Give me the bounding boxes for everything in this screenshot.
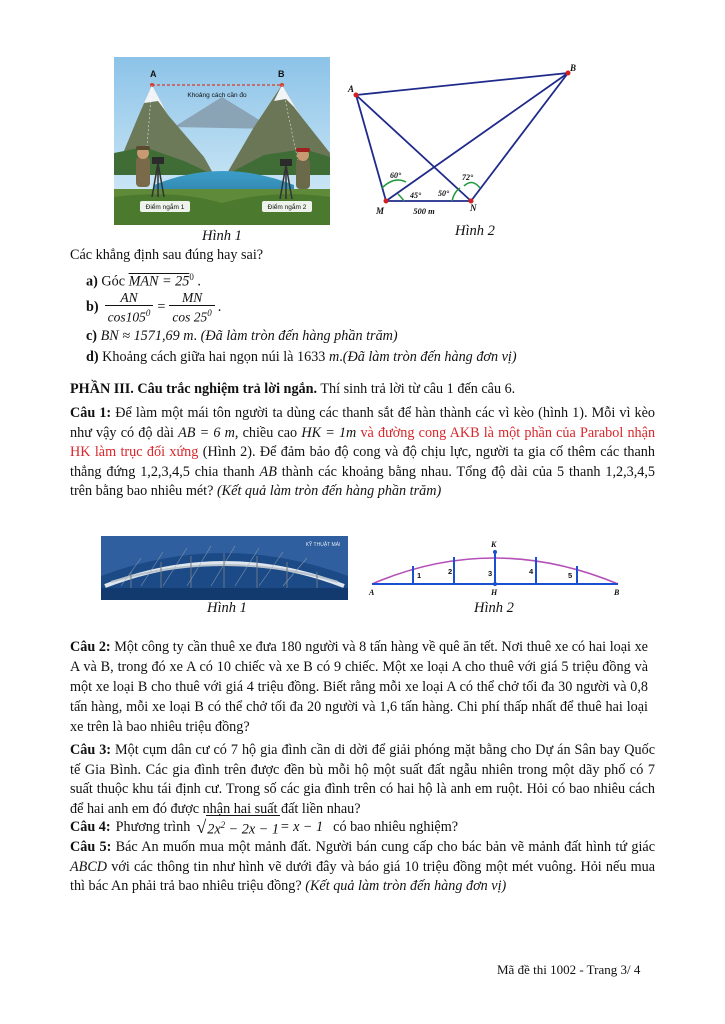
truss-b-label: B — [614, 588, 620, 597]
part3-heading-line — [70, 380, 655, 400]
statement-b: b) $\frac{AN}{\cos 105^0}$ = $\frac{MN}{\cos 25^0}$ . — [86, 290, 222, 325]
part3-instruction: Thí sinh trả lời từ câu 1 đến câu 6. — [320, 381, 516, 397]
statement-c-note: (Đã làm tròn đến hàng phần trăm) — [200, 328, 398, 344]
roof-figure2-caption: Hình 2 — [474, 600, 514, 616]
statement-d-label: d) — [86, 349, 99, 365]
figure1-illustration — [114, 57, 330, 225]
radicand-term: 2x — [207, 821, 221, 838]
question-1-text-5: thành các khoảng bằng nhau. Tổng độ dài của 5 thanh — [281, 463, 601, 480]
statement-a-label: a) — [86, 273, 98, 290]
statement-d-text: Khoảng cách giữa hai ngọn núi là — [102, 349, 294, 365]
question-2 — [70, 637, 648, 737]
fraction-left-numerator: AN — [105, 290, 154, 306]
question-4-text-1: Phương trình — [115, 818, 191, 835]
statement-d-unit: m — [328, 349, 340, 365]
roof-photo-sign: KỸ THUẬT MÁI — [305, 542, 341, 548]
question-5-text-2: với các thông tin như hình vẽ dưới đây và báo giá 10 triệu đồng một mét vuông. Hỏi nếu mua thì bác An phải trả bao nhiêu triệu đồng? — [70, 858, 656, 894]
bar-3-label: 3 — [488, 569, 493, 578]
question-1 — [70, 404, 655, 502]
page-footer: Mã đề thi 1002 - Trang 3/ 4 — [497, 962, 641, 977]
statement-a-sup: 0 — [189, 272, 194, 282]
bar-4-label: 4 — [529, 567, 534, 576]
point-b-label: B — [570, 63, 577, 73]
point-n-label: N — [470, 203, 477, 213]
parabola-truss-diagram — [368, 538, 628, 600]
question-1-ab: AB — [259, 463, 277, 480]
truss-a-label: A — [369, 588, 375, 597]
truss-k-label: K — [491, 540, 497, 549]
question-1-note: (Kết quả làm tròn đến hàng phần trăm) — [216, 483, 442, 499]
question-4-rhs: = x − 1 — [279, 818, 324, 835]
peak-a-label: A — [150, 69, 157, 79]
question-5-note: (Kết quả làm tròn đến hàng đơn vị) — [305, 878, 507, 894]
angle-50-label: 50° — [438, 189, 450, 198]
question-3 — [70, 741, 655, 819]
statement-c: c) BN ≈ 1571,69 m. (Đã làm tròn đến hàng phần trăm) — [86, 328, 398, 344]
truss-h-label: H — [491, 588, 498, 597]
question-1-bars: 1,2,3,4,5 — [140, 463, 190, 480]
peak-b-label: B — [278, 69, 285, 79]
question-5-text-1: Bác An muốn mua một mảnh đất. Người bán cung cấp cho bác bản vẽ mảnh đất hình tứ giác — [115, 839, 655, 855]
part3-heading: PHẦN III. Câu trắc nghiệm trả lời ngắn. — [70, 381, 318, 397]
statement-a-math: MAN = 25 — [128, 273, 190, 290]
question-5-label: Câu 5: — [70, 839, 112, 855]
question-1-text-6: trên bằng bao nhiêu mét? — [70, 483, 214, 499]
question-1-text-4: chia thanh — [194, 463, 255, 480]
bar-2-label: 2 — [448, 567, 453, 576]
question-4-label: Câu 4: — [70, 818, 111, 835]
angle-45-label: 45° — [410, 191, 422, 200]
point-m-label: M — [376, 206, 385, 216]
radicand-exponent: 2 — [220, 820, 226, 830]
station-1-label: Điểm ngắm 1 — [145, 204, 185, 211]
question-1-length: AB = 6 m — [178, 424, 235, 441]
distance-banner-label: Khoảng cách cần đo — [187, 92, 247, 99]
question-4 — [70, 815, 458, 840]
sqrt-sign: √ — [196, 816, 207, 837]
statement-b-fraction-left: $\frac{AN}{\cos 105^0}$ — [105, 290, 154, 325]
fraction-left-denominator: cos105 — [107, 309, 146, 325]
question-3-text: Một cụm dân cư có 7 hộ gia đình cần di dời để giải phóng mặt bằng cho Dự án Sân bay Quốc tế Gia Bình. Các gia đình trên được đền bù mỗi hộ một suất đất ngẫu nhiên trong một dãy phố có 7 suất thuộc khu tái định cư. Trong số các gia đình trên có hai hộ là anh em ruột. Hỏi có bao nhiêu cách để hai anh em đó được nhận hai suất đất liền nhau? — [70, 742, 655, 817]
true-false-question: Các khẳng định sau đúng hay sai? — [70, 247, 264, 263]
statement-d: d) Khoảng cách giữa hai ngọn núi là 1633 m.(Đã làm tròn đến hàng đơn vị) — [86, 349, 517, 365]
figure2-diagram — [340, 60, 590, 220]
angle-60-label: 60° — [390, 171, 402, 180]
question-2-text: Một công ty cần thuê xe đưa 180 người và 8 tấn hàng về quê ăn tết. Nơi thuê xe có hai loại xe A và B, trong đó xe A có 10 chiếc và xe B có 9 chiếc. Một xe loại A cho thuê với giá 5 triệu đồng và một xe loại B cho thuê với giá 4 triệu đồng. Biết rằng mỗi xe loại A có thể chở tối đa 30 người và 0,8 tấn hàng, mỗi xe loại B có thể chở tối đa 20 người và 1,6 tấn hàng. Chi phí thấp nhất để thuê hai loại xe trên là bao nhiêu triệu đồng? — [70, 639, 648, 735]
roof-truss-photo — [101, 536, 348, 600]
question-1-height: HK = 1m — [301, 424, 357, 441]
statement-b-label: b) — [86, 298, 99, 315]
question-3-label: Câu 3: — [70, 742, 112, 758]
statement-b-fraction-right: $\frac{MN}{\cos 25^0}$ — [169, 290, 214, 325]
figure2-caption: Hình 2 — [455, 223, 495, 239]
statement-d-value: 1633 — [297, 349, 326, 365]
statement-a: a) Góc MAN = $25^0$ . — [86, 272, 201, 290]
question-1-text-3: (Hình 2). Để đảm bảo độ cong và độ chịu lực, người ta gia cố thêm các thanh thẳng đứng — [70, 444, 655, 480]
question-1-label: Câu 1: — [70, 405, 112, 421]
point-a-label: A — [348, 84, 355, 94]
roof-figure1-caption: Hình 1 — [207, 600, 247, 616]
angle-72-label: 72° — [462, 173, 474, 182]
fraction-right-numerator: MN — [169, 290, 214, 306]
statement-c-math: BN ≈ 1571,69 m — [100, 328, 194, 344]
figure1-caption: Hình 1 — [202, 228, 242, 244]
question-1-parabola-text: và đường cong AKB là một phần của Parabol nhận HK làm trục đối xứng — [70, 424, 656, 460]
statement-a-prefix: Góc — [101, 273, 126, 290]
question-5 — [70, 838, 655, 897]
bar-5-label: 5 — [568, 571, 573, 580]
question-1-text-2: , chiều cao — [234, 424, 298, 441]
question-5-abcd: ABCD — [70, 858, 108, 875]
question-2-label: Câu 2: — [70, 639, 111, 655]
fraction-right-denominator: cos 25 — [172, 309, 208, 325]
question-4-radicand — [206, 815, 280, 840]
statement-c-label: c) — [86, 328, 98, 344]
distance-mn-label: 500 m — [413, 206, 435, 216]
statement-d-note: (Đã làm tròn đến hàng đơn vị) — [342, 349, 517, 365]
radicand-rest: − 2x − 1 — [225, 821, 279, 838]
question-1-text-1: Để làm một mái tôn người ta dùng các thanh sắt để hàn thành các vì kèo (hình 1). Mỗi vì kèo như vậy có độ dài — [70, 405, 655, 441]
question-1-bars-2: 1,2,3,4,5 — [605, 463, 656, 480]
question-4-text-2: có bao nhiêu nghiệm? — [333, 818, 459, 835]
station-2-label: Điểm ngắm 2 — [267, 204, 307, 211]
bar-1-label: 1 — [417, 571, 422, 580]
